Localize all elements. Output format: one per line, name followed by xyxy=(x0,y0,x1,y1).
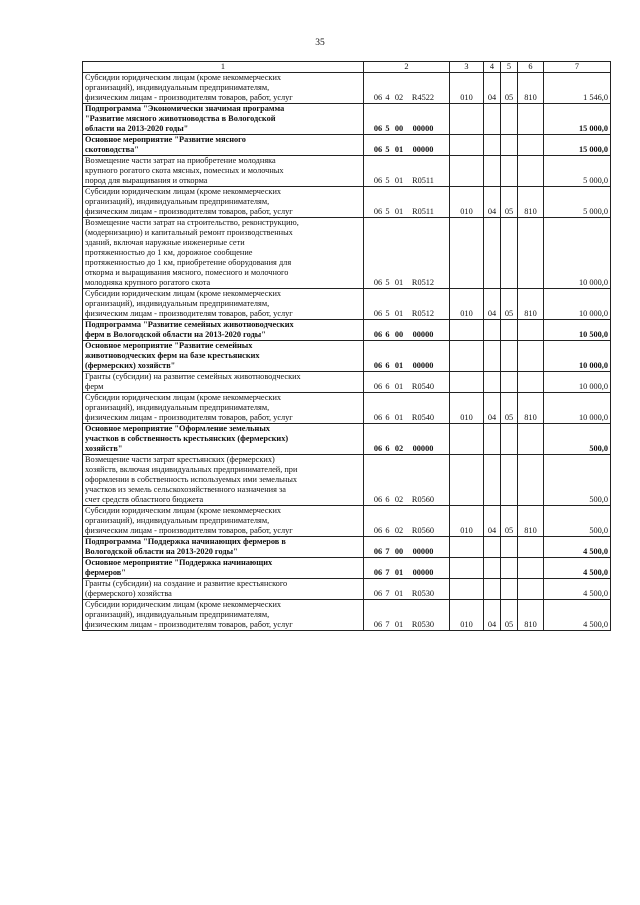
code-part: 06 xyxy=(373,547,383,556)
amount: 4 500,0 xyxy=(544,558,611,579)
description-line: "Развитие мясного животноводства в Вологодской xyxy=(85,114,276,123)
description-line: области на 2013-2020 годы" xyxy=(85,124,189,133)
classification-code xyxy=(364,579,450,600)
table-row xyxy=(83,73,611,104)
section-code: 04 xyxy=(484,187,501,218)
code-part: 6 xyxy=(385,361,390,370)
description-line: пород для выращивания и откорма xyxy=(85,176,208,185)
code-part: 00000 xyxy=(412,568,434,577)
table-row xyxy=(83,393,611,424)
amount: 15 000,0 xyxy=(544,135,611,156)
budget-table xyxy=(82,61,611,631)
table-row xyxy=(83,104,611,135)
subsection-code xyxy=(501,424,518,455)
description-line: участков в собственность крестьянских (фермерских) xyxy=(85,434,289,443)
row-description xyxy=(83,600,364,631)
classification-code xyxy=(364,187,450,218)
classification-code xyxy=(364,537,450,558)
classification-code xyxy=(364,218,450,289)
amount: 10 000,0 xyxy=(544,372,611,393)
row-description xyxy=(83,73,364,104)
code-part: 01 xyxy=(394,382,404,391)
classification-code xyxy=(364,506,450,537)
description-line: молодняка крупного рогатого скота xyxy=(85,278,211,287)
code-part: 06 xyxy=(373,413,383,422)
expense-kind-code: 810 xyxy=(518,393,544,424)
expense-type-code xyxy=(450,218,484,289)
description-line: организаций), индивидуальным предпринимателям, xyxy=(85,83,270,92)
row-description xyxy=(83,393,364,424)
code-part: 7 xyxy=(385,568,390,577)
header-row xyxy=(83,62,611,73)
subsection-code: 05 xyxy=(501,289,518,320)
expense-kind-code: 810 xyxy=(518,506,544,537)
description-line: Основное мероприятие "Поддержка начинающих xyxy=(85,558,273,567)
row-description xyxy=(83,104,364,135)
expense-type-code xyxy=(450,537,484,558)
code-part: R0511 xyxy=(412,176,434,185)
description-line: физическим лицам - производителям товаров, работ, услуг xyxy=(85,526,293,535)
description-line: Возмещение части затрат на приобретение молодняка xyxy=(85,156,276,165)
table-row xyxy=(83,558,611,579)
expense-type-code xyxy=(450,455,484,506)
description-line: скотоводства" xyxy=(85,145,139,154)
subsection-code: 05 xyxy=(501,393,518,424)
expense-kind-code: 810 xyxy=(518,600,544,631)
table-row xyxy=(83,156,611,187)
row-description xyxy=(83,341,364,372)
description-line: Возмещение части затрат на строительство, реконструкцию, xyxy=(85,218,299,227)
row-description xyxy=(83,506,364,537)
expense-kind-code xyxy=(518,455,544,506)
column-header: 5 xyxy=(501,62,518,73)
amount: 500,0 xyxy=(544,506,611,537)
table-row xyxy=(83,289,611,320)
classification-code xyxy=(364,455,450,506)
expense-type-code xyxy=(450,558,484,579)
table-row xyxy=(83,218,611,289)
subsection-code xyxy=(501,537,518,558)
row-description xyxy=(83,579,364,600)
description-line: Основное мероприятие "Оформление земельных xyxy=(85,424,270,433)
expense-kind-code xyxy=(518,320,544,341)
code-part: 5 xyxy=(385,176,390,185)
description-line: физическим лицам - производителям товаров, работ, услуг xyxy=(85,93,293,102)
code-part: 06 xyxy=(373,568,383,577)
description-line: Подпрограмма "Экономически значимая программа xyxy=(85,104,285,113)
code-part: 06 xyxy=(373,145,383,154)
subsection-code xyxy=(501,156,518,187)
code-part: 06 xyxy=(373,589,383,598)
expense-kind-code xyxy=(518,218,544,289)
expense-type-code: 010 xyxy=(450,393,484,424)
code-part: 01 xyxy=(394,176,404,185)
description-line: Основное мероприятие "Развитие мясного xyxy=(85,135,246,144)
classification-code xyxy=(364,558,450,579)
code-part: 06 xyxy=(373,620,383,629)
section-code xyxy=(484,156,501,187)
code-part: 06 xyxy=(373,495,383,504)
description-line: Субсидии юридическим лицам (кроме некоммерческих xyxy=(85,393,282,402)
code-part: R0560 xyxy=(411,495,435,504)
expense-type-code: 010 xyxy=(450,506,484,537)
code-part: 06 xyxy=(373,309,383,318)
code-part: 5 xyxy=(385,145,390,154)
subsection-code xyxy=(501,372,518,393)
code-part: 01 xyxy=(394,145,404,154)
expense-type-code xyxy=(450,104,484,135)
section-code xyxy=(484,455,501,506)
expense-type-code: 010 xyxy=(450,187,484,218)
description-line: физическим лицам - производителям товаров, работ, услуг xyxy=(85,620,293,629)
classification-code xyxy=(364,372,450,393)
code-part: 02 xyxy=(394,495,404,504)
section-code xyxy=(484,579,501,600)
row-description xyxy=(83,320,364,341)
code-part: 06 xyxy=(373,93,383,102)
expense-type-code: 010 xyxy=(450,600,484,631)
description-line: хозяйств" xyxy=(85,444,123,453)
amount: 500,0 xyxy=(544,424,611,455)
section-code xyxy=(484,558,501,579)
code-part: 00000 xyxy=(412,444,434,453)
amount: 10 000,0 xyxy=(544,289,611,320)
code-part: R0540 xyxy=(411,382,435,391)
subsection-code xyxy=(501,135,518,156)
code-part: 06 xyxy=(373,330,383,339)
table-body xyxy=(83,62,611,631)
description-line: физическим лицам - производителям товаров, работ, услуг xyxy=(85,413,293,422)
classification-code xyxy=(364,341,450,372)
expense-type-code xyxy=(450,135,484,156)
code-part: R0512 xyxy=(411,278,435,287)
table-row xyxy=(83,341,611,372)
code-part: 06 xyxy=(373,361,383,370)
expense-type-code xyxy=(450,372,484,393)
expense-type-code: 010 xyxy=(450,73,484,104)
code-part: 01 xyxy=(394,207,404,216)
description-line: организаций), индивидуальным предпринимателям, xyxy=(85,403,270,412)
amount: 10 000,0 xyxy=(544,218,611,289)
table-row xyxy=(83,372,611,393)
code-part: 06 xyxy=(373,278,383,287)
code-part: 01 xyxy=(394,589,404,598)
subsection-code xyxy=(501,455,518,506)
description-line: протяженностью до 1 км, приобретение оборудования для xyxy=(85,258,292,267)
table-row xyxy=(83,537,611,558)
code-part: 06 xyxy=(373,124,383,133)
subsection-code xyxy=(501,558,518,579)
description-line: Субсидии юридическим лицам (кроме некоммерческих xyxy=(85,187,282,196)
code-part: R4522 xyxy=(411,93,435,102)
code-part: R0512 xyxy=(411,309,435,318)
subsection-code xyxy=(501,579,518,600)
description-line: Вологодской области на 2013-2020 годы" xyxy=(85,547,238,556)
description-line: (фермерских) хозяйств" xyxy=(85,361,176,370)
subsection-code: 05 xyxy=(501,187,518,218)
row-description xyxy=(83,218,364,289)
code-part: 01 xyxy=(394,413,404,422)
amount: 4 500,0 xyxy=(544,537,611,558)
amount: 500,0 xyxy=(544,455,611,506)
code-part: 06 xyxy=(373,382,383,391)
code-part: 02 xyxy=(394,93,404,102)
table-row xyxy=(83,506,611,537)
section-code: 04 xyxy=(484,289,501,320)
section-code: 04 xyxy=(484,506,501,537)
code-part: 06 xyxy=(373,207,383,216)
section-code xyxy=(484,320,501,341)
expense-kind-code xyxy=(518,424,544,455)
code-part: 06 xyxy=(373,526,383,535)
section-code: 04 xyxy=(484,393,501,424)
column-header: 4 xyxy=(484,62,501,73)
section-code: 04 xyxy=(484,73,501,104)
table-row xyxy=(83,135,611,156)
description-line: Гранты (субсидии) на развитие семейных животноводческих xyxy=(85,372,301,381)
row-description xyxy=(83,135,364,156)
subsection-code xyxy=(501,218,518,289)
code-part: 5 xyxy=(385,124,390,133)
table-row xyxy=(83,320,611,341)
code-part: 00000 xyxy=(412,547,434,556)
amount: 5 000,0 xyxy=(544,187,611,218)
expense-type-code xyxy=(450,156,484,187)
code-part: 4 xyxy=(385,93,390,102)
expense-kind-code xyxy=(518,341,544,372)
expense-type-code xyxy=(450,320,484,341)
subsection-code: 05 xyxy=(501,600,518,631)
expense-type-code xyxy=(450,341,484,372)
code-part: 02 xyxy=(394,526,404,535)
code-part: 00000 xyxy=(412,361,434,370)
code-part: 6 xyxy=(385,526,390,535)
code-part: 6 xyxy=(385,444,390,453)
expense-kind-code: 810 xyxy=(518,187,544,218)
code-part: 6 xyxy=(385,382,390,391)
table-row xyxy=(83,579,611,600)
amount: 4 500,0 xyxy=(544,579,611,600)
amount: 1 546,0 xyxy=(544,73,611,104)
classification-code xyxy=(364,156,450,187)
description-line: физическим лицам - производителям товаров, работ, услуг xyxy=(85,207,293,216)
classification-code xyxy=(364,600,450,631)
expense-type-code xyxy=(450,424,484,455)
description-line: крупного рогатого скота мясных, помесных и молочных xyxy=(85,166,284,175)
row-description xyxy=(83,289,364,320)
code-part: 01 xyxy=(394,278,404,287)
description-line: протяженностью до 1 км, дорожное сообщение xyxy=(85,248,253,257)
description-line: Субсидии юридическим лицам (кроме некоммерческих xyxy=(85,506,282,515)
code-part: 7 xyxy=(385,589,390,598)
subsection-code xyxy=(501,104,518,135)
section-code xyxy=(484,341,501,372)
description-line: Субсидии юридическим лицам (кроме некоммерческих xyxy=(85,73,282,82)
section-code xyxy=(484,104,501,135)
subsection-code: 05 xyxy=(501,73,518,104)
classification-code xyxy=(364,135,450,156)
code-part: 00000 xyxy=(412,124,434,133)
expense-type-code xyxy=(450,579,484,600)
expense-kind-code xyxy=(518,537,544,558)
code-part: 6 xyxy=(385,413,390,422)
column-header: 1 xyxy=(83,62,364,73)
code-part: 7 xyxy=(385,620,390,629)
classification-code xyxy=(364,104,450,135)
code-part: 5 xyxy=(385,309,390,318)
description-line: Субсидии юридическим лицам (кроме некоммерческих xyxy=(85,289,282,298)
section-code xyxy=(484,218,501,289)
description-line: (фермерского) хозяйства xyxy=(85,589,172,598)
code-part: 06 xyxy=(373,176,383,185)
amount: 10 000,0 xyxy=(544,341,611,372)
code-part: R0560 xyxy=(411,526,435,535)
description-line: счет средств областного бюджета xyxy=(85,495,204,504)
description-line: организаций), индивидуальным предпринимателям, xyxy=(85,197,270,206)
classification-code xyxy=(364,393,450,424)
description-line: Субсидии юридическим лицам (кроме некоммерческих xyxy=(85,600,282,609)
amount: 5 000,0 xyxy=(544,156,611,187)
code-part: 6 xyxy=(385,330,390,339)
description-line: ферм xyxy=(85,382,104,391)
subsection-code: 05 xyxy=(501,506,518,537)
code-part: 00000 xyxy=(412,330,434,339)
code-part: 00 xyxy=(394,330,404,339)
description-line: откорма и выращивания мясного, помесного и молочного xyxy=(85,268,289,277)
section-code xyxy=(484,372,501,393)
description-line: хозяйств, включая индивидуальных предпринимателей, при xyxy=(85,465,298,474)
code-part: 7 xyxy=(385,547,390,556)
description-line: (модернизацию) и капитальный ремонт производственных xyxy=(85,228,293,237)
description-line: Гранты (субсидии) на создание и развитие крестьянского xyxy=(85,579,288,588)
code-part: 00000 xyxy=(412,145,434,154)
description-line: оформлении в собственность используемых ими земельных xyxy=(85,475,298,484)
code-part: 01 xyxy=(394,568,404,577)
table-row xyxy=(83,187,611,218)
expense-kind-code: 810 xyxy=(518,289,544,320)
classification-code xyxy=(364,289,450,320)
code-part: R0530 xyxy=(411,620,435,629)
section-code xyxy=(484,537,501,558)
table-row xyxy=(83,600,611,631)
description-line: Подпрограмма "Развитие семейных животноводческих xyxy=(85,320,294,329)
row-description xyxy=(83,156,364,187)
code-part: R0530 xyxy=(411,589,435,598)
expense-kind-code xyxy=(518,558,544,579)
code-part: 01 xyxy=(394,620,404,629)
column-header: 3 xyxy=(450,62,484,73)
expense-kind-code xyxy=(518,579,544,600)
description-line: фермеров" xyxy=(85,568,126,577)
expense-type-code: 010 xyxy=(450,289,484,320)
description-line: животноводческих ферм на базе крестьянских xyxy=(85,351,260,360)
amount: 4 500,0 xyxy=(544,600,611,631)
description-line: физическим лицам - производителям товаров, работ, услуг xyxy=(85,309,293,318)
description-line: организаций), индивидуальным предпринимателям, xyxy=(85,516,270,525)
code-part: R0511 xyxy=(412,207,434,216)
classification-code xyxy=(364,424,450,455)
code-part: 6 xyxy=(385,495,390,504)
row-description xyxy=(83,424,364,455)
row-description xyxy=(83,558,364,579)
expense-kind-code xyxy=(518,372,544,393)
description-line: Основное мероприятие "Развитие семейных xyxy=(85,341,253,350)
code-part: 01 xyxy=(394,361,404,370)
section-code xyxy=(484,424,501,455)
description-line: ферм в Вологодской области на 2013-2020 годы" xyxy=(85,330,266,339)
code-part: 06 xyxy=(373,444,383,453)
amount: 15 000,0 xyxy=(544,104,611,135)
description-line: Подпрограмма "Поддержка начинающих фермеров в xyxy=(85,537,286,546)
description-line: участков из земель сельскохозяйственного назначения за xyxy=(85,485,286,494)
expense-kind-code: 810 xyxy=(518,73,544,104)
subsection-code xyxy=(501,320,518,341)
code-part: 02 xyxy=(394,444,404,453)
code-part: 5 xyxy=(385,278,390,287)
expense-kind-code xyxy=(518,156,544,187)
section-code: 04 xyxy=(484,600,501,631)
table-row xyxy=(83,455,611,506)
description-line: зданий, включая наружные инженерные сети xyxy=(85,238,245,247)
column-header: 7 xyxy=(544,62,611,73)
page-number: 35 xyxy=(315,38,325,48)
table-row xyxy=(83,424,611,455)
code-part: 00 xyxy=(394,124,404,133)
column-header: 6 xyxy=(518,62,544,73)
row-description xyxy=(83,372,364,393)
expense-kind-code xyxy=(518,104,544,135)
subsection-code xyxy=(501,341,518,372)
section-code xyxy=(484,135,501,156)
code-part: 00 xyxy=(394,547,404,556)
description-line: организаций), индивидуальным предпринимателям, xyxy=(85,299,270,308)
row-description xyxy=(83,455,364,506)
classification-code xyxy=(364,73,450,104)
row-description xyxy=(83,187,364,218)
code-part: 01 xyxy=(394,309,404,318)
amount: 10 500,0 xyxy=(544,320,611,341)
code-part: R0540 xyxy=(411,413,435,422)
classification-code xyxy=(364,320,450,341)
code-part: 5 xyxy=(385,207,390,216)
amount: 10 000,0 xyxy=(544,393,611,424)
column-header: 2 xyxy=(364,62,450,73)
row-description xyxy=(83,537,364,558)
expense-kind-code xyxy=(518,135,544,156)
description-line: организаций), индивидуальным предпринимателям, xyxy=(85,610,270,619)
description-line: Возмещение части затрат крестьянских (фермерских) xyxy=(85,455,275,464)
